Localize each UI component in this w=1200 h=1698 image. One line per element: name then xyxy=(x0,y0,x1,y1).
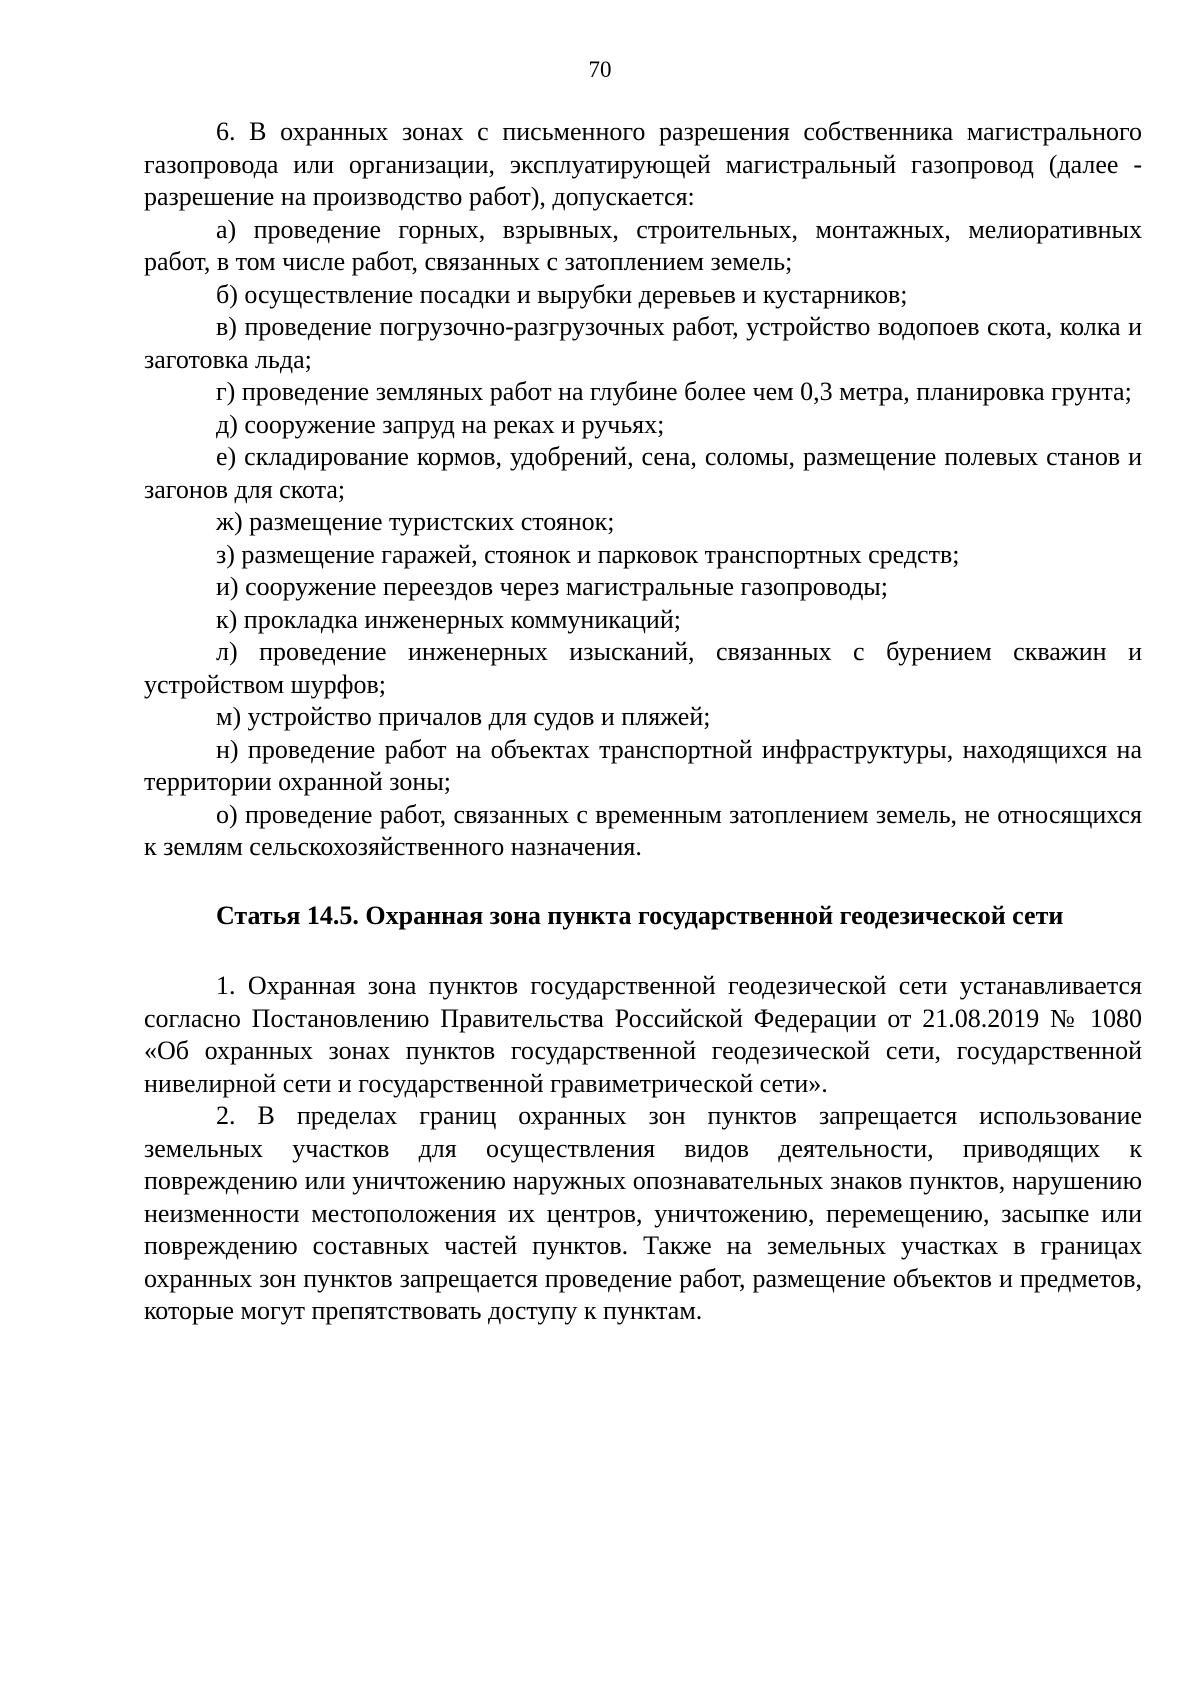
list-item-v: в) проведение погрузочно-разгрузочных работ, устройство водопоев скота, колка и заготовка льда; xyxy=(144,312,1142,374)
list-item-o: о) проведение работ, связанных с временным затоплением земель, не относящихся к землям сельскохозяйственного назначения. xyxy=(144,799,1142,861)
list-item-l: л) проведение инженерных изысканий, связанных с бурением скважин и устройством шурфов; xyxy=(144,637,1142,699)
list-item-i: и) сооружение переездов через магистральные газопроводы; xyxy=(216,572,889,601)
list-item-n: н) проведение работ на объектах транспортной инфраструктуры, находящихся на территории охранной зоны; xyxy=(144,734,1142,796)
list-item-b: б) осуществление посадки и вырубки деревьев и кустарников; xyxy=(216,279,908,309)
document-body xyxy=(144,116,1142,1328)
section-6-intro: 6. В охранных зонах с письменного разрешения собственника магистрального газопровода или организации, эксплуатирующей магистральный газопровод (далее - разрешение на производство работ), допускается: xyxy=(144,117,1142,211)
list-item-k: к) прокладка инженерных коммуникаций; xyxy=(216,604,681,634)
page-number: 70 xyxy=(588,57,612,82)
list-item-d: д) сооружение запруд на реках и ручьях; xyxy=(216,409,665,439)
list-item-m: м) устройство причалов для судов и пляжей; xyxy=(216,702,711,731)
list-item-zh: ж) размещение туристских стоянок; xyxy=(216,507,615,536)
list-item-g: г) проведение земляных работ на глубине более чем 0,3 метра, планировка грунта; xyxy=(216,377,1132,406)
article-heading: Статья 14.5. Охранная зона пункта государственной геодезической сети xyxy=(216,900,1064,930)
list-item-e: е) складирование кормов, удобрений, сена, соломы, размещение полевых станов и загонов для скота; xyxy=(144,442,1142,504)
article-paragraph-1: 1. Охранная зона пунктов государственной геодезической сети устанавливается согласно Постановлению Правительства Российской Федерации от 21.08.2019 № 1080 «Об охранных зонах пунктов государственной геодезической сети, государственной нивелирной сети и государственной гравиметрической сети». xyxy=(144,971,1142,1098)
list-item-z: з) размещение гаражей, стоянок и парковок транспортных средств; xyxy=(216,539,960,569)
list-item-a: а) проведение горных, взрывных, строительных, монтажных, мелиоративных работ, в том числе работ, связанных с затоплением земель; xyxy=(144,214,1142,276)
article-paragraph-2: 2. В пределах границ охранных зон пунктов запрещается использование земельных участков для осуществления видов деятельности, приводящих к повреждению или уничтожению наружных опознавательных знаков пунктов, нарушению неизменности местоположения их центров, уничтожению, перемещению, засыпке или повреждению составных частей пунктов. Также на земельных участках в границах охранных зон пунктов запрещается проведение работ, размещение объектов и предметов, которые могут препятствовать доступу к пунктам. xyxy=(144,1101,1142,1325)
